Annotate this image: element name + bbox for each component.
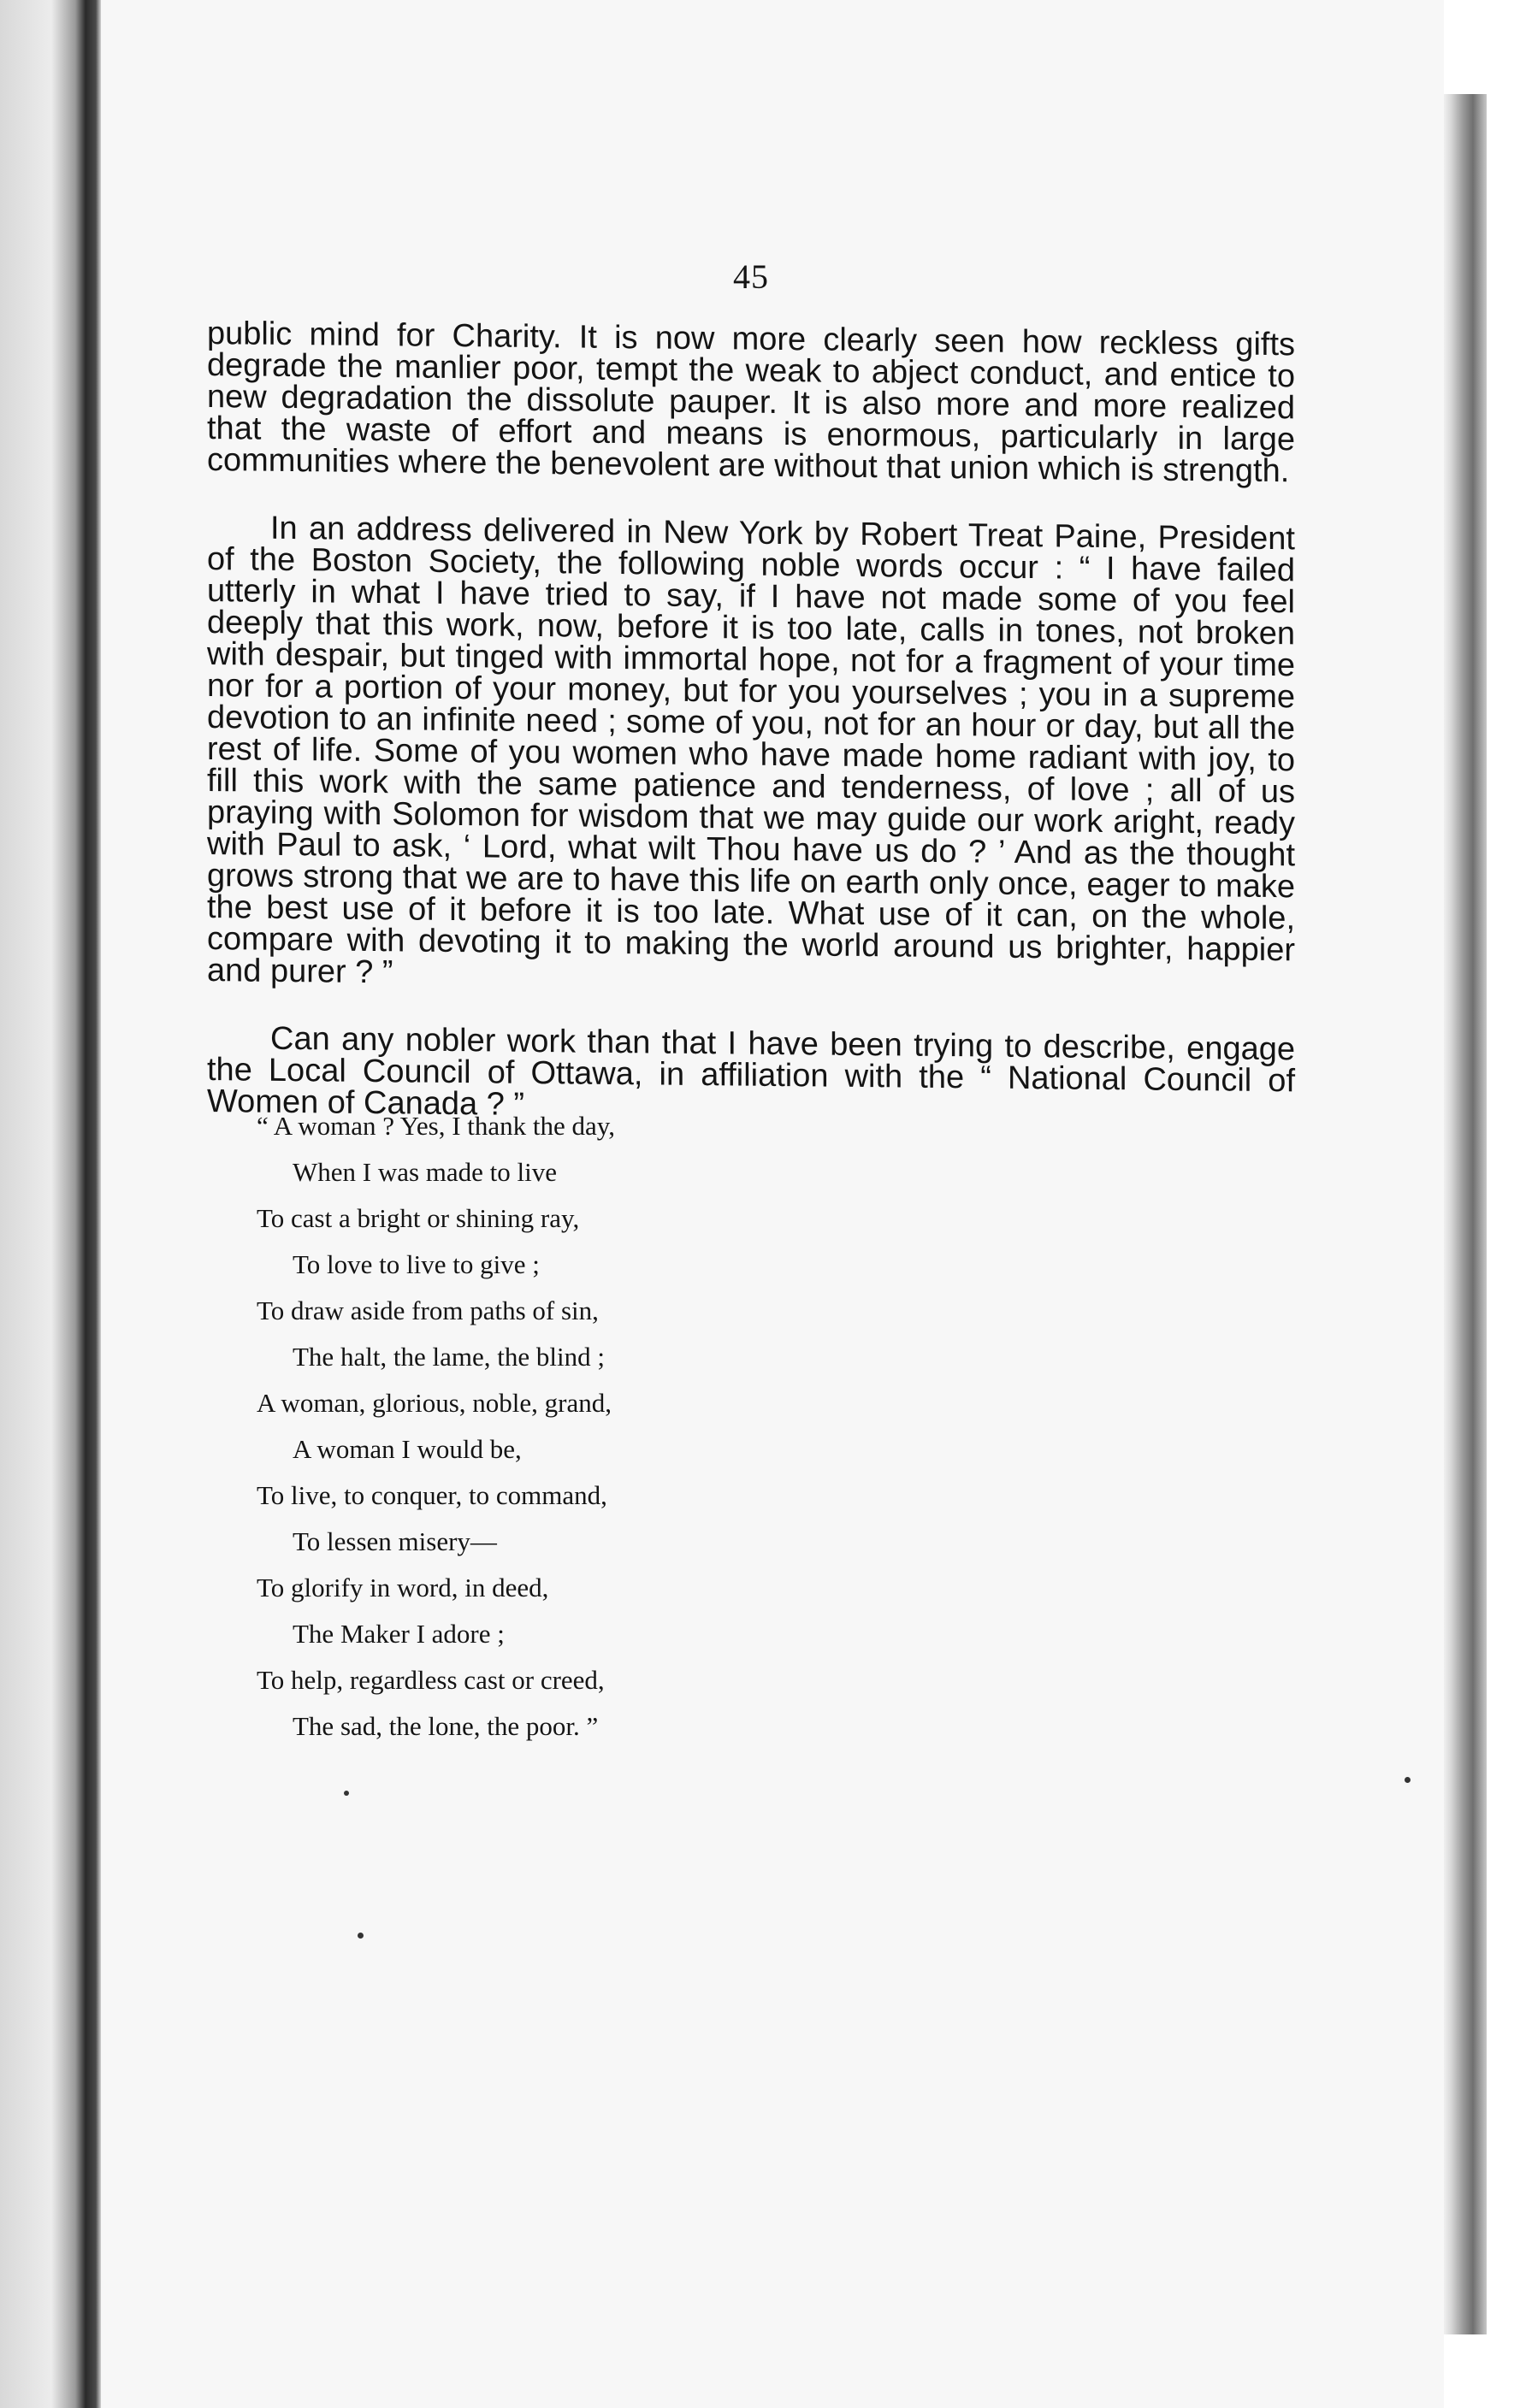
paragraph: public mind for Charity. It is now more clearly seen how reckless gifts degrade the manlier poor, tempt the weak to abject conduct, and entice to new degradation the dissolute pauper. It is also more and more realized that the waste of effort and means is enormous, particularly in large communities where the benevolent are without that union which is strength.: [207, 316, 1295, 490]
poem-line: To love to live to give ;: [293, 1249, 540, 1279]
poem-line: To glorify in word, in deed,: [257, 1573, 549, 1602]
page-number: 45: [733, 257, 769, 296]
poem: [257, 1103, 941, 1750]
poem-line: When I was made to live: [293, 1157, 558, 1187]
poem-line: To cast a bright or shining ray,: [257, 1203, 580, 1233]
poem-line: The halt, the lame, the blind ;: [293, 1342, 606, 1372]
poem-line: The sad, the lone, the poor. ”: [293, 1711, 599, 1741]
poem-line: “ A woman ? Yes, I thank the day,: [257, 1111, 616, 1141]
poem-line: The Maker I adore ;: [293, 1619, 505, 1649]
poem-line: To live, to conquer, to command,: [257, 1480, 607, 1510]
scan-speck: [1405, 1777, 1411, 1783]
poem-line: A woman I would be,: [293, 1434, 522, 1464]
paragraph: In an address delivered in New York by Robert Treat Paine, President of the Boston Society, the following noble words occur : “ I have failed utterly in what I have tried to say, if I have not made some of you feel deeply that this work, now, before it is too late, calls in tones, not broken with despair, but tinged with immortal hope, not for a fragment of your time nor for a portion of your money, but for you yourselves ; you in a supreme devotion to an infinite need ; some of you, not for an hour or day, but all the rest of life. Some of you women who have made home radiant with joy, to fill this work with the same patience and tenderness, of love ; all of us praying with Solomon for wisdom that we may guide our work aright, ready with Paul to ask, ‘ Lord, what wilt Thou have us do ? ’ And as the thought grows strong that we are to have this life on earth only once, eager to make the best use of it before it is too late. What use of it can, on the whole, compare with devoting it to making the world around us brighter, happier and purer ? ”: [207, 510, 1295, 991]
paragraph: Can any nobler work than that I have been trying to describe, engage the Local Council of Ottawa, in affiliation with the “ National Council of Women of Canada ? ”: [207, 1020, 1295, 1123]
poem-line: To lessen misery—: [293, 1526, 497, 1556]
scan-speck: [358, 1933, 364, 1939]
poem-line: To help, regardless cast or creed,: [257, 1665, 605, 1695]
poem-line: To draw aside from paths of sin,: [257, 1295, 599, 1325]
poem-line: A woman, glorious, noble, grand,: [257, 1388, 612, 1418]
book-spine-shadow: [0, 0, 101, 2408]
scan-speck: [344, 1791, 349, 1796]
page-edge-shadow: [1444, 94, 1487, 2334]
scan-background: [1487, 0, 1526, 2408]
prose-body: [207, 318, 1295, 1165]
